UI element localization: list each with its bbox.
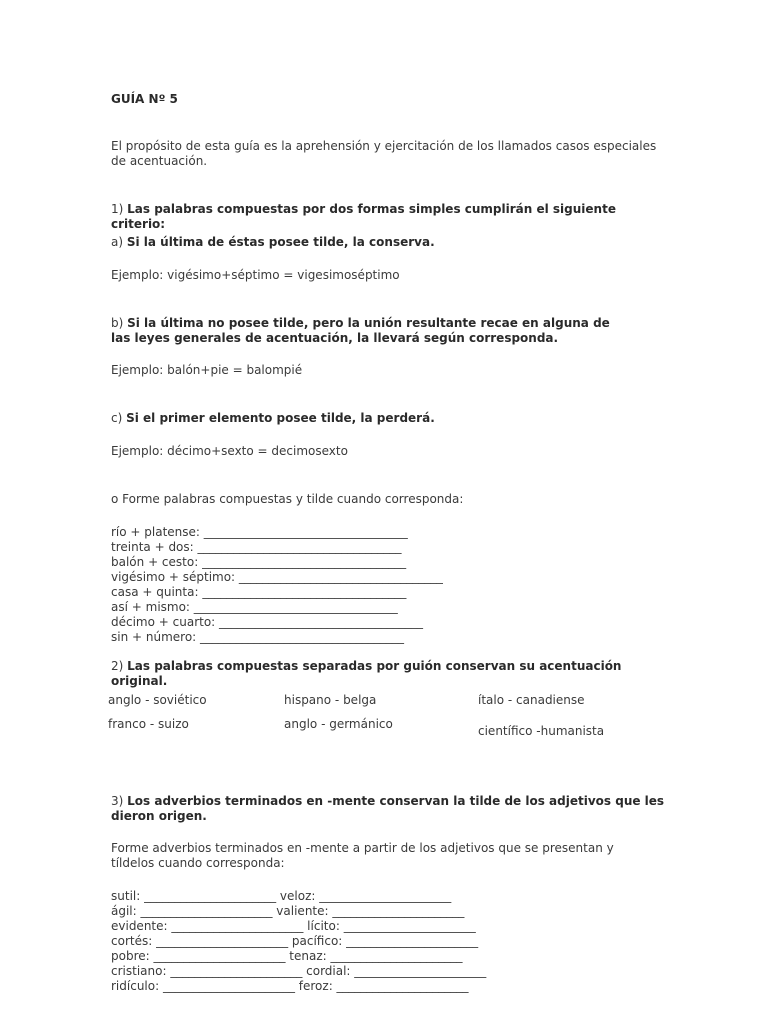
page-title: GUÍA Nº 5 [111, 92, 178, 106]
rule-a-prefix: a) [111, 235, 127, 249]
compound-word: hispano - belga [284, 693, 377, 707]
compound-word: franco - suizo [108, 717, 189, 731]
compound-word: científico -humanista [478, 724, 605, 738]
adverb-line: sutil: ______________________ veloz: ______________________ [111, 889, 452, 903]
rule-c-example: Ejemplo: décimo+sexto = decimosexto [111, 444, 348, 458]
rule-a [111, 235, 671, 250]
compound-word: anglo - soviético [108, 693, 207, 707]
section-2-heading [111, 659, 671, 689]
section-2-number: 2) [111, 659, 128, 673]
rule-a-text: Si la última de éstas posee tilde, la conserva. [126, 235, 435, 249]
exercise-1-lines [111, 525, 443, 645]
exercise-1-line: casa + quinta: __________________________________ [111, 585, 407, 599]
adverb-line: cristiano: ______________________ cordial: ______________________ [111, 964, 487, 978]
exercise-3-instruction: Forme adverbios terminados en -mente a partir de los adjetivos que se presentan y tíldelos cuando corresponda: [111, 841, 614, 870]
rule-c-prefix: c) [111, 411, 127, 425]
exercise-1-instruction: o Forme palabras compuestas y tilde cuando corresponda: [111, 492, 464, 506]
section-1-number: 1) [111, 202, 128, 216]
section-3-heading-text: Los adverbios terminados en -mente conservan la tilde de los adjetivos que les dieron origen. [111, 794, 665, 823]
exercise-1-line: vigésimo + séptimo: __________________________________ [111, 570, 443, 584]
adverb-line: cortés: ______________________ pacífico: ______________________ [111, 934, 479, 948]
exercise-1-line: décimo + cuarto: __________________________________ [111, 615, 424, 629]
adverb-line: ridículo: ______________________ feroz: ______________________ [111, 979, 469, 993]
adverb-line: ágil: ______________________ valiente: ______________________ [111, 904, 465, 918]
rule-c-text: Si el primer elemento posee tilde, la perderá. [126, 411, 435, 425]
rule-b-text: Si la última no posee tilde, pero la unión resultante recae en alguna de las leyes generales de acentuación, la llevará según corresponda. [111, 316, 610, 345]
intro-paragraph: El propósito de esta guía es la aprehensión y ejercitación de los llamados casos especiales de acentuación. [111, 139, 657, 168]
adverb-line: pobre: ______________________ tenaz: ______________________ [111, 949, 463, 963]
adverb-line: evidente: ______________________ lícito: ______________________ [111, 919, 476, 933]
section-3-heading [111, 794, 671, 824]
rule-a-example: Ejemplo: vigésimo+séptimo = vigesimoséptimo [111, 268, 400, 282]
exercise-1-line: río + platense: __________________________________ [111, 525, 408, 539]
exercise-1-line: treinta + dos: __________________________________ [111, 540, 402, 554]
exercise-1-line: así + mismo: __________________________________ [111, 600, 398, 614]
rule-b [111, 316, 631, 346]
section-3-number: 3) [111, 794, 128, 808]
exercise-1-line: sin + número: __________________________________ [111, 630, 405, 644]
compound-word: ítalo - canadiense [478, 693, 585, 707]
section-1-heading [111, 202, 671, 232]
exercise-3-lines [111, 889, 486, 994]
section-2-heading-text: Las palabras compuestas separadas por guión conservan su acentuación original. [111, 659, 622, 688]
rule-c [111, 411, 671, 426]
exercise-1-line: balón + cesto: __________________________________ [111, 555, 407, 569]
section-1-heading-text: Las palabras compuestas por dos formas simples cumplirán el siguiente criterio: [111, 202, 616, 231]
compound-word: anglo - germánico [284, 717, 393, 731]
rule-b-example: Ejemplo: balón+pie = balompié [111, 363, 303, 377]
rule-b-prefix: b) [111, 316, 128, 330]
